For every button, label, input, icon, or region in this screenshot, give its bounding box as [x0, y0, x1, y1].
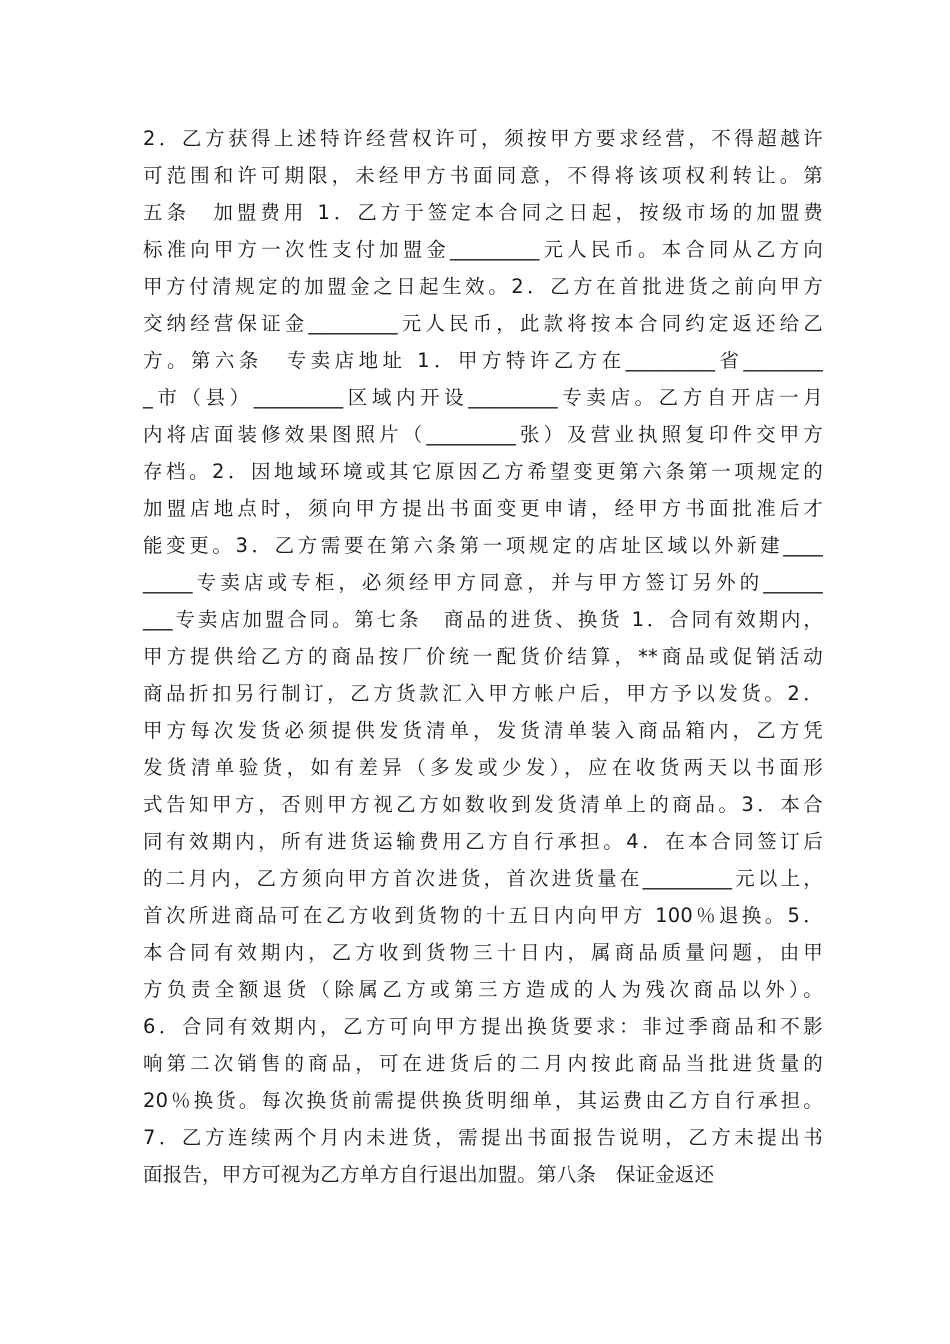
text-line: 甲方每次发货必须提供发货清单，发货清单装入商品箱内，乙方凭	[143, 719, 823, 742]
text-line: 面报告，甲方可视为乙方单方自行退出加盟。第八条 保证金返还	[143, 1163, 715, 1186]
text-line: 方负责全额退货（除属乙方或第三方造成的人为残次商品以外）。	[143, 978, 823, 1001]
text-line: 标准向甲方一次性支付加盟金_________元人民币。本合同从乙方向	[143, 238, 823, 261]
text-line: 响第二次销售的商品，可在进货后的二月内按此商品当批进货量的	[143, 1052, 823, 1075]
text-line: 加盟店地点时，须向甲方提出书面变更申请，经甲方书面批准后才	[143, 497, 823, 520]
text-line: 本合同有效期内，乙方收到货物三十日内，属商品质量问题，由甲	[143, 941, 823, 964]
text-line: 20％换货。每次换货前需提供换货明细单，其运费由乙方自行承担。	[143, 1089, 823, 1112]
contract-text-body	[143, 120, 823, 1193]
text-line: 甲方付清规定的加盟金之日起生效。2．乙方在首批进货之前向甲方	[143, 275, 823, 298]
text-line: 2．乙方获得上述特许经营权许可，须按甲方要求经营，不得超越许	[143, 127, 823, 150]
text-line: 甲方提供给乙方的商品按厂价统一配货价结算，**商品或促销活动	[143, 645, 823, 668]
text-line: 商品折扣另行制订，乙方货款汇入甲方帐户后，甲方予以发货。2．	[143, 682, 823, 705]
text-line: 发货清单验货，如有差异（多发或少发），应在收货两天以书面形	[143, 756, 823, 779]
text-line: 存档。2．因地域环境或其它原因乙方希望变更第六条第一项规定的	[143, 460, 823, 483]
text-line: 可范围和许可期限，未经甲方书面同意，不得将该项权利转让。第	[143, 164, 823, 187]
text-line: _市（县）_________区域内开设_________专卖店。乙方自开店一月	[143, 386, 823, 409]
text-line: 6．合同有效期内，乙方可向甲方提出换货要求：非过季商品和不影	[143, 1015, 823, 1038]
text-line: ___专卖店加盟合同。第七条 商品的进货、换货 1．合同有效期内，	[143, 608, 823, 631]
text-line: _____专卖店或专柜，必须经甲方同意，并与甲方签订另外的______	[143, 571, 823, 594]
text-line: 首次所进商品可在乙方收到货物的十五日内向甲方 100％退换。5．	[143, 904, 823, 927]
text-line: 方。第六条 专卖店地址 1．甲方特许乙方在_________省________	[143, 349, 823, 372]
text-line: 7．乙方连续两个月内未进货，需提出书面报告说明，乙方未提出书	[143, 1126, 823, 1149]
text-line: 式告知甲方，否则甲方视乙方如数收到发货清单上的商品。3．本合	[143, 793, 823, 816]
text-line: 能变更。3．乙方需要在第六条第一项规定的店址区域以外新建____	[143, 534, 823, 557]
text-line: 交纳经营保证金_________元人民币，此款将按本合同约定返还给乙	[143, 312, 823, 335]
text-line: 内将店面装修效果图照片（_________张）及营业执照复印件交甲方	[143, 423, 823, 446]
text-line: 的二月内，乙方须向甲方首次进货，首次进货量在_________元以上，	[143, 867, 823, 890]
text-line: 同有效期内，所有进货运输费用乙方自行承担。4．在本合同签订后	[143, 830, 823, 853]
text-line: 五条 加盟费用 1．乙方于签定本合同之日起，按级市场的加盟费	[143, 201, 823, 224]
